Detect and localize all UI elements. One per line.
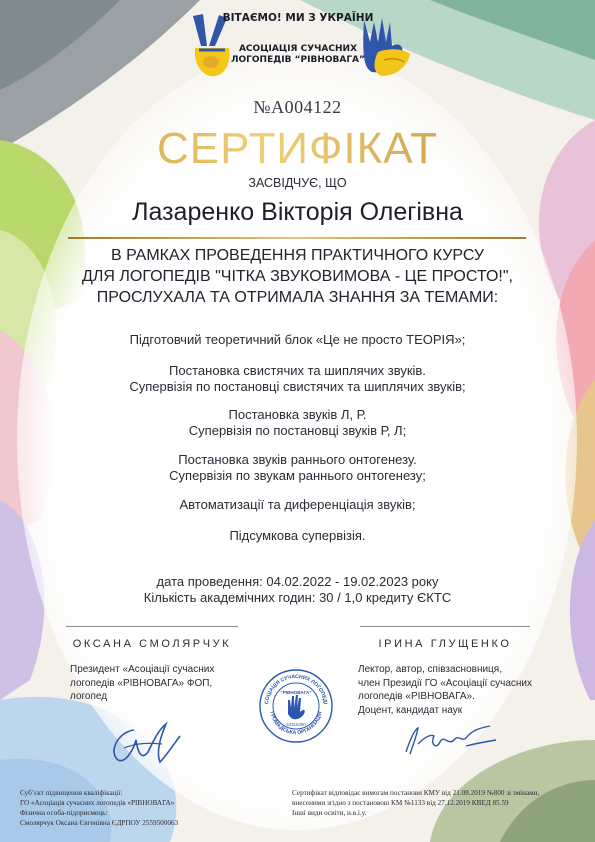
role-line: Президент «Асоціації сучасних [70,664,215,675]
stamp-hand-icon [288,695,305,719]
signatory-role-right [358,663,558,717]
course-statement [0,245,595,308]
association-line-1: АСОЦІАЦІЯ СУЧАСНИХ [238,44,358,54]
signatory-role-left [70,663,260,704]
role-line: логопедів «РІВНОВАГА» ФОП, [70,677,213,689]
topic-line: Супервізія по звукам раннього онтогенезу; [169,467,426,483]
certifies-text: ЗАСВІДЧУЄ, ЩО [248,176,347,190]
statement-line: ПРОСЛУХАЛА ТА ОТРИМАЛА ЗНАННЯ ЗА ТЕМАМИ: [96,289,499,306]
organization-stamp [258,668,334,744]
stamp-ring-bottom: ГРОМАДСЬКА ОРГАНІЗАЦІЯ [268,710,324,737]
name-underline [68,237,526,239]
certificate-number: №А004122 [253,97,342,117]
stamp-ring-top: СОЦІАЦІЯ СУЧАСНИХ ЛОГОПЕДІ [264,673,328,705]
footer-line: Суб’єкт підвищення кваліфікації: [20,789,123,797]
recipient-name: Лазаренко Вікторія Олегівна [132,198,463,226]
topic-line: Підготовчий теоретичний блок «Це не просто ТЕОРІЯ»; [129,332,466,347]
footer-right [292,788,588,818]
topic-item [0,528,595,544]
footer-line: Фізична особа-підприємець: [20,809,108,817]
statement-line: В РАМКАХ ПРОВЕДЕННЯ ПРАКТИЧНОГО КУРСУ [110,247,485,264]
topic-line: Автоматизації та диференціація звуків; [179,497,416,512]
topic-item [0,332,595,348]
greeting-text: ВІТАЄМО! МИ З УКРАЇНИ [222,12,374,24]
role-line: Лектор, автор, співзасновниця, [358,664,502,675]
signatory-name-right: ІРИНА ГЛУЩЕНКО [378,638,512,650]
footer-line: Інші види освіти, н.в.і.у. [292,809,367,817]
statement-line: ДЛЯ ЛОГОПЕДІВ "ЧІТКА ЗВУКОВИМОВА - ЦЕ ПРОСТО!", [82,268,513,285]
topic-line: Постановка звуків Л, Р. [228,407,367,422]
signature-rule-right [360,626,530,627]
course-dates-block [0,574,595,606]
topic-line: Постановка свистячих та шиплячих звуків. [169,363,426,378]
topic-item [0,452,595,483]
signature-right [400,722,500,762]
topic-item [0,497,595,513]
signature-rule-left [66,626,238,627]
topic-line: Постановка звуків раннього онтогенезу. [178,452,417,467]
stamp-center: “РІВНОВАГА” [280,690,312,695]
footer-line: Смолярчук Оксана Євгенівна ЄДРПОУ 2559500063 [20,819,179,827]
footer-line: Сертифікат відповідає вимогам постанови КМУ від 21.08.2019 №800 зі змінами, [292,789,540,797]
footer-line: ГО «Асоціація сучасних логопедів «РІВНОВАГА» [20,799,175,807]
topic-item [0,407,595,438]
topic-item [0,363,595,394]
role-line: логопед [70,691,108,702]
role-line: логопедів «РІВНОВАГА». [358,691,475,702]
topic-line: Супервізія по постановці свистячих та шиплячих звуків; [129,378,466,394]
association-name [208,44,388,66]
certificate-title: СЕРТИФІКАТ [0,124,595,174]
role-line: член Президії ГО «Асоціації сучасних [358,677,532,689]
course-dates: дата проведення: 04.02.2022 - 19.02.2023 року [156,574,439,589]
topic-line: Підсумкова супервізія. [229,528,366,543]
footer-left [20,788,280,828]
topic-line: Супервізія по постановці звуків Р, Л; [188,422,407,438]
association-line-2: ЛОГОПЕДІВ “РІВНОВАГА” [231,55,365,65]
footer-line: внесеними згідно з постановою КМ №1133 від 27.12.2019 КВЕД 85.59 [292,799,509,807]
signature-left [104,718,184,768]
stamp-code: 44316350 [286,722,306,727]
course-hours: Кількість академічних годин: 30 / 1,0 кредиту ЄКТС [143,590,452,605]
role-line: Доцент, кандидат наук [358,704,463,716]
signatory-name-left: ОКСАНА СМОЛЯРЧУК [72,638,232,650]
